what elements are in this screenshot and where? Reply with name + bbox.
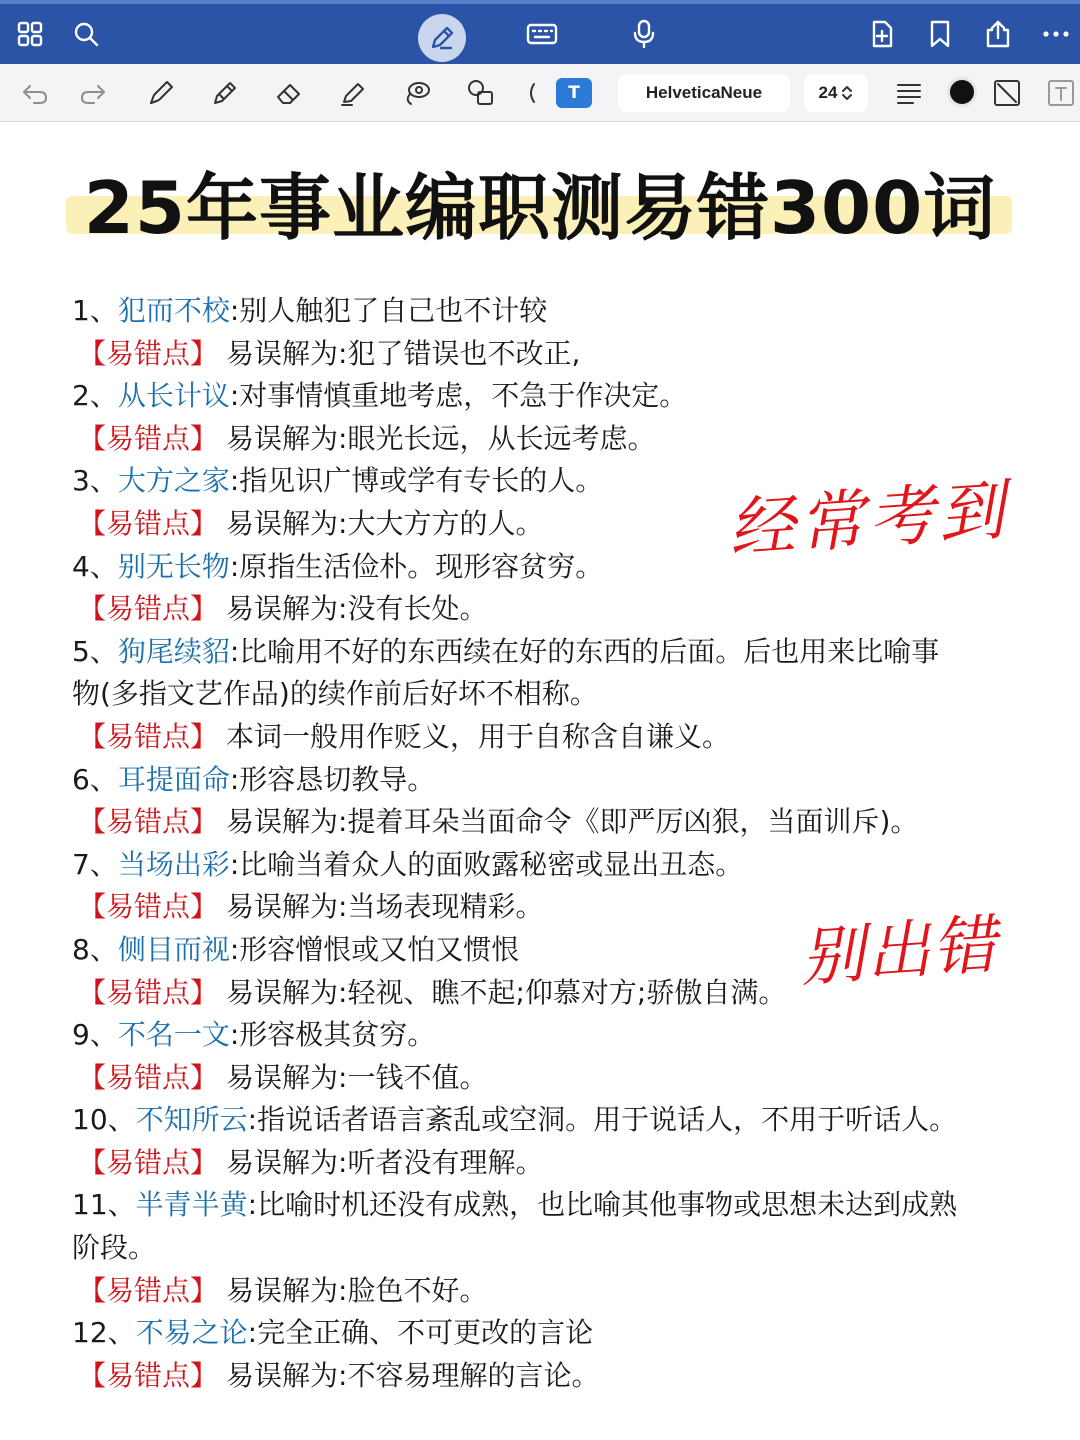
eraser-icon[interactable] xyxy=(272,76,306,110)
add-page-icon[interactable] xyxy=(866,18,898,50)
term: 当场出彩 xyxy=(117,847,230,881)
term: 狗尾续貂 xyxy=(117,634,230,668)
error-tag: 【易错点】 xyxy=(78,805,219,839)
error-tag: 【易错点】 xyxy=(78,1145,219,1179)
fountain-pen-icon[interactable] xyxy=(144,76,178,110)
shapes-icon[interactable] xyxy=(464,76,498,110)
entry-definition-line: 12、不易之论:完全正确、不可更改的言论 xyxy=(72,1316,594,1350)
entry-definition-line: 3、大方之家:指见识广博或学有专长的人。 xyxy=(72,464,604,498)
entry-note-line: 【易错点】 易误解为:一钱不值。 xyxy=(78,1060,488,1094)
term: 耳提面命 xyxy=(117,762,230,796)
entry-definition-line: 10、不知所云:指说话者语言紊乱或空洞。用于说话人，不用于听话人。 xyxy=(72,1103,958,1137)
entry-definition-line: 11、半青半黄:比喻时机还没有成熟，也比喻其他事物或思想未达到成熟 xyxy=(72,1188,958,1222)
entry-definition-line: 2、从长计议:对事情慎重地考虑，不急于作决定。 xyxy=(72,379,688,413)
error-tag: 【易错点】 xyxy=(78,592,219,626)
entry-definition-line: 9、不名一文:形容极其贫穷。 xyxy=(72,1018,436,1052)
lasso-icon[interactable] xyxy=(400,76,434,110)
error-tag: 【易错点】 xyxy=(78,336,219,370)
text-box-style-icon[interactable] xyxy=(990,76,1024,110)
entry-definition-line: 4、别无长物:原指生活俭朴。现形容贫穷。 xyxy=(72,549,604,583)
entry-definition-continuation: 阶段。 xyxy=(72,1231,157,1265)
keyboard-icon[interactable] xyxy=(526,18,558,50)
text-tool-button[interactable]: T xyxy=(556,78,592,108)
error-tag: 【易错点】 xyxy=(78,975,219,1009)
error-tag: 【易错点】 xyxy=(78,1358,219,1392)
page-title: 25年事业编职测易错300词 xyxy=(83,166,997,250)
error-tag: 【易错点】 xyxy=(78,421,219,455)
text-box-icon[interactable] xyxy=(1044,76,1078,110)
entry-definition-line: 5、狗尾续貂:比喻用不好的东西续在好的东西的后面。后也用来比喻事 xyxy=(72,634,940,668)
app-top-bar xyxy=(0,0,1080,64)
error-tag: 【易错点】 xyxy=(78,1060,219,1094)
term: 侧目而视 xyxy=(117,932,230,966)
entry-definition-line: 7、当场出彩:比喻当着众人的面败露秘密或显出丑态。 xyxy=(72,847,744,881)
bookmark-icon[interactable] xyxy=(924,18,956,50)
entry-note-line: 【易错点】 本词一般用作贬义，用于自称含自谦义。 xyxy=(78,719,731,753)
handwritten-annotation: 经常考到 xyxy=(726,471,1011,568)
entry-note-line: 【易错点】 易误解为:不容易理解的言论。 xyxy=(78,1358,600,1392)
handwritten-annotation: 别出错 xyxy=(798,908,1001,996)
entry-definition-line: 6、耳提面命:形容恳切教导。 xyxy=(72,762,436,796)
term: 不知所云 xyxy=(135,1103,248,1137)
share-icon[interactable] xyxy=(982,18,1014,50)
grid-view-icon[interactable] xyxy=(14,18,46,50)
align-left-icon[interactable] xyxy=(892,76,926,110)
entry-definition-continuation: 物(多指文艺作品)的续作前后好坏不相称。 xyxy=(72,677,598,711)
term: 不易之论 xyxy=(135,1316,248,1350)
entry-note-line: 【易错点】 易误解为:当场表现精彩。 xyxy=(78,890,544,924)
term: 别无长物 xyxy=(117,549,230,583)
entry-note-line: 【易错点】 易误解为:眼光长远，从长远考虑。 xyxy=(78,421,656,455)
microphone-icon[interactable] xyxy=(628,18,660,50)
entry-note-line: 【易错点】 易误解为:听者没有理解。 xyxy=(78,1145,544,1179)
term: 从长计议 xyxy=(117,379,230,413)
error-tag: 【易错点】 xyxy=(78,719,219,753)
entry-note-line: 【易错点】 易误解为:没有长处。 xyxy=(78,592,488,626)
error-tag: 【易错点】 xyxy=(78,1273,219,1307)
pencil-icon[interactable] xyxy=(208,76,242,110)
more-options-icon[interactable] xyxy=(1040,18,1072,50)
term: 大方之家 xyxy=(117,464,230,498)
entry-list xyxy=(72,290,1032,1397)
error-tag: 【易错点】 xyxy=(78,506,219,540)
drawing-toolbar xyxy=(0,64,1080,122)
pen-mode-button[interactable] xyxy=(418,14,466,62)
entry-note-line: 【易错点】 易误解为:提着耳朵当面命令《即严厉凶狠，当面训斥)。 xyxy=(78,805,919,839)
entry-note-line: 【易错点】 易误解为:大大方方的人。 xyxy=(78,506,544,540)
term: 犯而不校 xyxy=(117,294,230,327)
search-icon[interactable] xyxy=(70,18,102,50)
color-swatch[interactable] xyxy=(947,77,977,107)
entry-definition-line: 1、犯而不校:别人触犯了自己也不计较 xyxy=(72,294,548,327)
entry-definition-line: 8、侧目而视:形容憎恨或又怕又惯恨 xyxy=(72,932,520,966)
redo-icon[interactable] xyxy=(76,76,110,110)
highlighter-icon[interactable] xyxy=(336,76,370,110)
font-size-selector[interactable] xyxy=(804,74,868,112)
undo-icon[interactable] xyxy=(18,76,52,110)
more-tools-icon[interactable] xyxy=(522,76,540,110)
term: 半青半黄 xyxy=(135,1188,248,1222)
error-tag: 【易错点】 xyxy=(78,890,219,924)
pen-icon xyxy=(427,23,457,53)
font-family-selector[interactable]: HelveticaNeue xyxy=(618,74,790,112)
stepper-chevron-icon xyxy=(841,84,853,102)
font-size-value: 24 xyxy=(818,83,838,102)
entry-note-line: 【易错点】 易误解为:脸色不好。 xyxy=(78,1273,488,1307)
entry-note-line: 【易错点】 易误解为:轻视、瞧不起;仰慕对方;骄傲自满。 xyxy=(78,975,787,1009)
entry-note-line: 【易错点】 易误解为:犯了错误也不改正, xyxy=(78,336,581,370)
term: 不名一文 xyxy=(117,1018,230,1052)
